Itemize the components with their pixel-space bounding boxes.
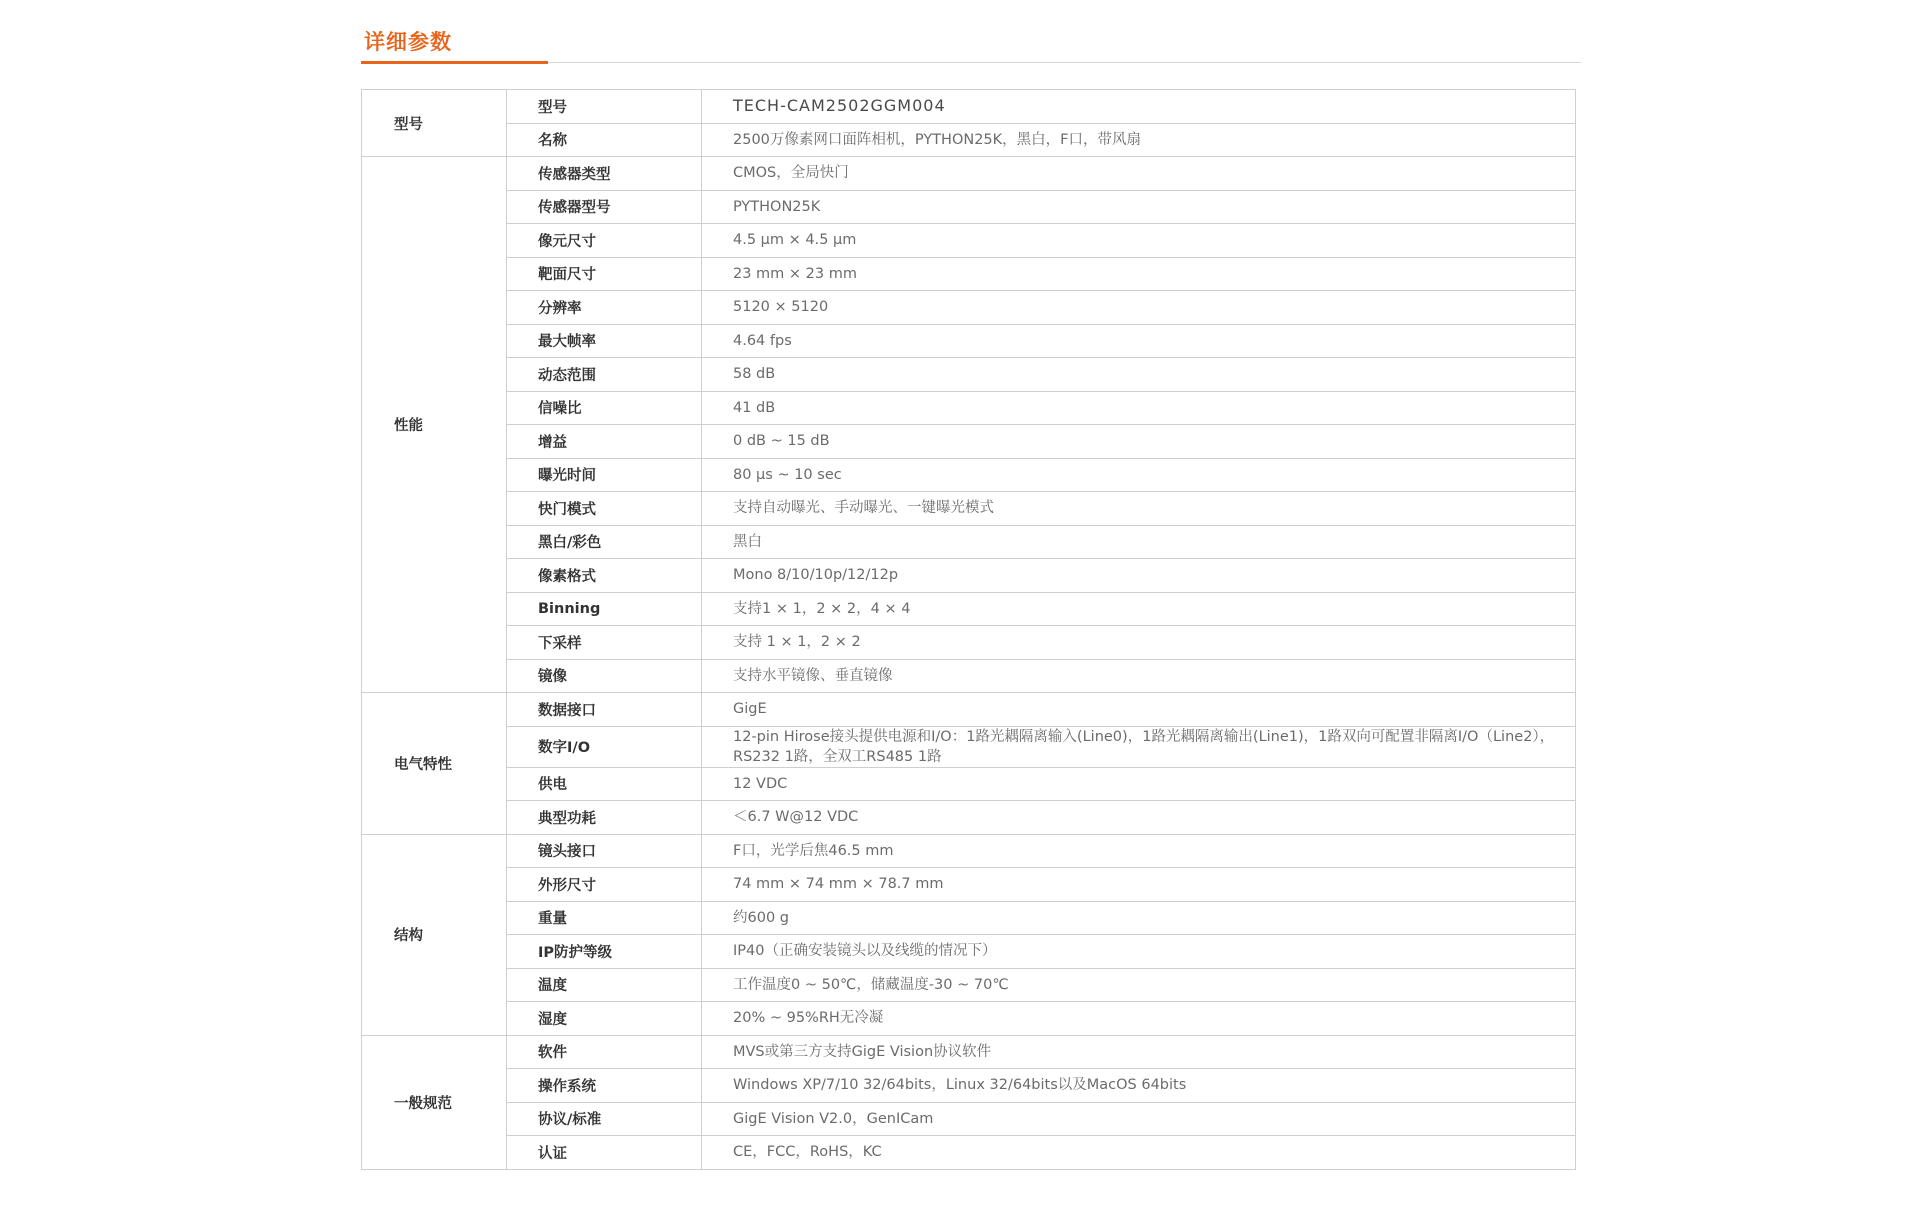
- group-label-structure: 结构: [362, 834, 507, 1035]
- spec-table: [361, 89, 1576, 1170]
- table-row: [362, 123, 1576, 157]
- table-row: [362, 391, 1576, 425]
- param-label: 下采样: [507, 626, 702, 660]
- param-label: 传感器型号: [507, 190, 702, 224]
- param-label: 数字I/O: [507, 726, 702, 767]
- table-row: [362, 868, 1576, 902]
- table-row: [362, 257, 1576, 291]
- group-label-model: 型号: [362, 90, 507, 157]
- table-row: [362, 1035, 1576, 1069]
- param-value: 12-pin Hirose接头提供电源和I/O：1路光耦隔离输入(Line0)，1路光耦隔离输出(Line1)，1路双向可配置非隔离I/O（Line2），RS232 1路，全双工RS485 1路: [702, 726, 1576, 767]
- table-row: [362, 157, 1576, 191]
- table-row: [362, 425, 1576, 459]
- param-label: 重量: [507, 901, 702, 935]
- table-row: [362, 767, 1576, 801]
- param-label: 软件: [507, 1035, 702, 1069]
- param-label: 信噪比: [507, 391, 702, 425]
- table-row: [362, 559, 1576, 593]
- param-label: 靶面尺寸: [507, 257, 702, 291]
- table-row: [362, 968, 1576, 1002]
- table-row: [362, 458, 1576, 492]
- param-value: Mono 8/10/10p/12/12p: [702, 559, 1576, 593]
- param-value: GigE: [702, 693, 1576, 727]
- param-label: 黑白/彩色: [507, 525, 702, 559]
- param-value: 4.5 µm × 4.5 µm: [702, 224, 1576, 258]
- param-label: 像元尺寸: [507, 224, 702, 258]
- param-value: Windows XP/7/10 32/64bits，Linux 32/64bits以及MacOS 64bits: [702, 1069, 1576, 1103]
- param-label: 分辨率: [507, 291, 702, 325]
- table-row: [362, 525, 1576, 559]
- param-label: 最大帧率: [507, 324, 702, 358]
- table-row: [362, 592, 1576, 626]
- param-value: ＜6.7 W@12 VDC: [702, 801, 1576, 835]
- param-value: 0 dB ~ 15 dB: [702, 425, 1576, 459]
- param-label: 供电: [507, 767, 702, 801]
- table-row: [362, 224, 1576, 258]
- group-label-performance: 性能: [362, 157, 507, 693]
- param-label: 快门模式: [507, 492, 702, 526]
- section-title: 详细参数: [364, 30, 452, 54]
- param-label: 协议/标准: [507, 1102, 702, 1136]
- table-row: [362, 358, 1576, 392]
- param-value: 41 dB: [702, 391, 1576, 425]
- table-row: [362, 324, 1576, 358]
- param-value: TECH-CAM2502GGM004: [702, 90, 1576, 124]
- param-label: 像素格式: [507, 559, 702, 593]
- param-value: F口，光学后焦46.5 mm: [702, 834, 1576, 868]
- param-value: 80 µs ~ 10 sec: [702, 458, 1576, 492]
- param-label: 数据接口: [507, 693, 702, 727]
- param-value: MVS或第三方支持GigE Vision协议软件: [702, 1035, 1576, 1069]
- param-value: 黑白: [702, 525, 1576, 559]
- table-row: [362, 626, 1576, 660]
- param-label: 型号: [507, 90, 702, 124]
- table-row: [362, 1102, 1576, 1136]
- param-value: 支持1 × 1，2 × 2，4 × 4: [702, 592, 1576, 626]
- param-value: 20% ~ 95%RH无冷凝: [702, 1002, 1576, 1036]
- param-value: CMOS，全局快门: [702, 157, 1576, 191]
- param-label: 外形尺寸: [507, 868, 702, 902]
- param-value: 2500万像素网口面阵相机，PYTHON25K，黑白，F口，带风扇: [702, 123, 1576, 157]
- param-value: 工作温度0 ~ 50℃，储藏温度-30 ~ 70℃: [702, 968, 1576, 1002]
- param-value: 5120 × 5120: [702, 291, 1576, 325]
- table-row: [362, 901, 1576, 935]
- table-row: [362, 693, 1576, 727]
- param-value: CE，FCC，RoHS，KC: [702, 1136, 1576, 1170]
- section-title-underline: [361, 61, 548, 64]
- param-label: 认证: [507, 1136, 702, 1170]
- param-value: 约600 g: [702, 901, 1576, 935]
- param-value: 支持 1 × 1，2 × 2: [702, 626, 1576, 660]
- param-value: 支持水平镜像、垂直镜像: [702, 659, 1576, 693]
- table-row: [362, 291, 1576, 325]
- param-label: 湿度: [507, 1002, 702, 1036]
- param-label: 动态范围: [507, 358, 702, 392]
- table-row: [362, 659, 1576, 693]
- param-value: 58 dB: [702, 358, 1576, 392]
- param-label: Binning: [507, 592, 702, 626]
- group-label-general: 一般规范: [362, 1035, 507, 1169]
- table-row: [362, 492, 1576, 526]
- table-row: [362, 1069, 1576, 1103]
- param-label: 曝光时间: [507, 458, 702, 492]
- param-label: 名称: [507, 123, 702, 157]
- param-value: 12 VDC: [702, 767, 1576, 801]
- table-row: [362, 726, 1576, 767]
- param-value: PYTHON25K: [702, 190, 1576, 224]
- table-row: [362, 1136, 1576, 1170]
- param-value: 4.64 fps: [702, 324, 1576, 358]
- param-value: 支持自动曝光、手动曝光、一键曝光模式: [702, 492, 1576, 526]
- table-row: [362, 90, 1576, 124]
- param-label: 温度: [507, 968, 702, 1002]
- param-label: IP防护等级: [507, 935, 702, 969]
- param-label: 增益: [507, 425, 702, 459]
- table-row: [362, 1002, 1576, 1036]
- param-value: GigE Vision V2.0，GenICam: [702, 1102, 1576, 1136]
- param-label: 操作系统: [507, 1069, 702, 1103]
- table-row: [362, 834, 1576, 868]
- param-label: 传感器类型: [507, 157, 702, 191]
- param-label: 镜像: [507, 659, 702, 693]
- section-header: [361, 20, 1581, 63]
- param-value: 74 mm × 74 mm × 78.7 mm: [702, 868, 1576, 902]
- table-row: [362, 801, 1576, 835]
- param-value: IP40（正确安装镜头以及线缆的情况下）: [702, 935, 1576, 969]
- table-row: [362, 935, 1576, 969]
- param-label: 典型功耗: [507, 801, 702, 835]
- param-label: 镜头接口: [507, 834, 702, 868]
- param-value: 23 mm × 23 mm: [702, 257, 1576, 291]
- table-row: [362, 190, 1576, 224]
- group-label-electrical: 电气特性: [362, 693, 507, 835]
